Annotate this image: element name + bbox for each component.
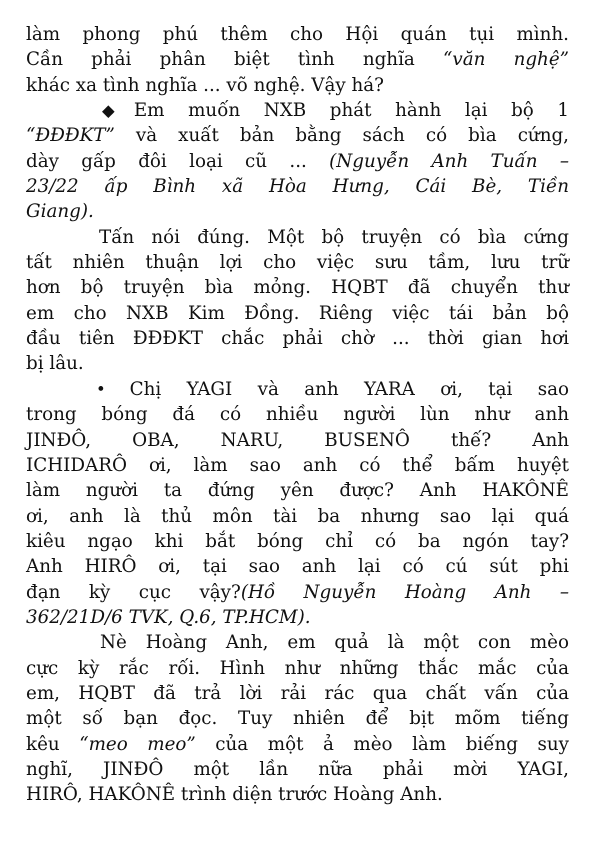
text-span: dày gấp đôi loại cũ ... xyxy=(26,150,330,172)
text-line xyxy=(26,428,569,453)
text-line xyxy=(26,453,569,478)
text-span: kêu xyxy=(26,733,80,755)
text-line xyxy=(26,47,569,72)
text-span: HIRÔ, HAKÔNÊ trình diện trước Hoàng Anh. xyxy=(26,784,443,806)
text-line xyxy=(26,225,569,250)
text-span: cực kỳ rắc rối. Hình như những thắc mắc của xyxy=(26,657,569,679)
text-line xyxy=(26,174,569,199)
text-span: của một ả mèo làm biếng suy xyxy=(195,733,569,755)
text-line xyxy=(26,22,569,47)
text-span: một số bạn đọc. Tuy nhiên để bịt mõm tiếng xyxy=(26,708,569,730)
text-line xyxy=(26,656,569,681)
document-page xyxy=(26,22,569,808)
text-line xyxy=(26,554,569,579)
text-line xyxy=(26,706,569,731)
text-line xyxy=(26,580,569,605)
text-line xyxy=(26,73,569,98)
text-span: đạn kỳ cục vậy? xyxy=(26,581,241,603)
text-line xyxy=(26,757,569,782)
text-span: Cần phải phân biệt tình nghĩa xyxy=(26,49,444,71)
text-line xyxy=(26,149,569,174)
italic-span: 362/21D/6 TVK, Q.6, TP.HCM). xyxy=(26,606,311,628)
text-span: Anh HIRÔ ơi, tại sao anh lại có cú sút phi xyxy=(26,556,569,578)
text-span: tất nhiên thuận lợi cho việc sưu tầm, lưu trữ xyxy=(26,252,569,274)
text-span: kiêu ngạo khi bắt bóng chỉ có ba ngón tay? xyxy=(26,530,569,552)
text-span: bị lâu. xyxy=(26,353,84,375)
text-span: Tấn nói đúng. Một bộ truyện có bìa cứng xyxy=(99,226,569,248)
text-line xyxy=(26,681,569,706)
text-line xyxy=(26,504,569,529)
text-line xyxy=(26,377,569,402)
text-line xyxy=(26,529,569,554)
text-span: Nè Hoàng Anh, em quả là một con mèo xyxy=(100,632,569,654)
text-line xyxy=(26,98,569,123)
text-span: ICHIDARÔ ơi, làm sao anh có thể bấm huyệt xyxy=(26,454,569,476)
text-line xyxy=(26,478,569,503)
text-span: Em muốn NXB phát hành lại bộ 1 xyxy=(133,100,570,122)
italic-span: (Nguyễn Anh Tuấn – xyxy=(329,150,569,172)
text-line xyxy=(26,123,569,148)
text-line xyxy=(26,326,569,351)
italic-span: Giang). xyxy=(26,201,94,223)
italic-span: 23/22 ấp Bình xã Hòa Hưng, Cái Bè, Tiền xyxy=(26,176,569,198)
bullet-diamond-icon: ◆ xyxy=(102,101,115,121)
text-line xyxy=(26,402,569,427)
text-span: Chị YAGI và anh YARA ơi, tại sao xyxy=(129,378,570,400)
text-line xyxy=(26,605,569,630)
italic-span: “meo meo” xyxy=(79,733,196,755)
text-line xyxy=(26,782,569,807)
text-span: JINĐÔ, OBA, NARU, BUSENÔ thế? Anh xyxy=(26,429,569,451)
text-line xyxy=(26,250,569,275)
text-span: và xuất bản bằng sách có bìa cứng, xyxy=(114,125,569,147)
text-line xyxy=(26,630,569,655)
text-span: em, HQBT đã trả lời rải rác qua chất vấn của xyxy=(26,682,569,704)
italic-span: (Hồ Nguyễn Hoàng Anh – xyxy=(240,581,569,603)
text-span: đầu tiên ĐĐĐKT chắc phải chờ ... thời gian hơi xyxy=(26,328,569,350)
text-line xyxy=(26,275,569,300)
text-span: khác xa tình nghĩa ... võ nghệ. Vậy há? xyxy=(26,74,384,96)
text-span: làm phong phú thêm cho Hội quán tụi mình. xyxy=(26,24,569,45)
italic-span: “văn nghệ” xyxy=(443,49,569,71)
text-line xyxy=(26,301,569,326)
text-line xyxy=(26,199,569,224)
text-span: làm người ta đứng yên được? Anh HAKÔNÊ xyxy=(26,480,569,502)
text-span: nghĩ, JINĐÔ một lần nữa phải mời YAGI, xyxy=(26,758,569,780)
text-span: hơn bộ truyện bìa mỏng. HQBT đã chuyển thư xyxy=(26,277,569,299)
italic-span: “ĐĐĐKT” xyxy=(26,125,115,147)
text-line xyxy=(26,351,569,376)
text-line xyxy=(26,732,569,757)
bullet-dot-icon: • xyxy=(96,379,106,399)
text-span: trong bóng đá có nhiều người lùn như anh xyxy=(26,404,569,426)
text-span: em cho NXB Kim Đồng. Riêng việc tái bản bộ xyxy=(26,302,569,324)
text-span: ơi, anh là thủ môn tài ba nhưng sao lại quá xyxy=(26,505,569,527)
